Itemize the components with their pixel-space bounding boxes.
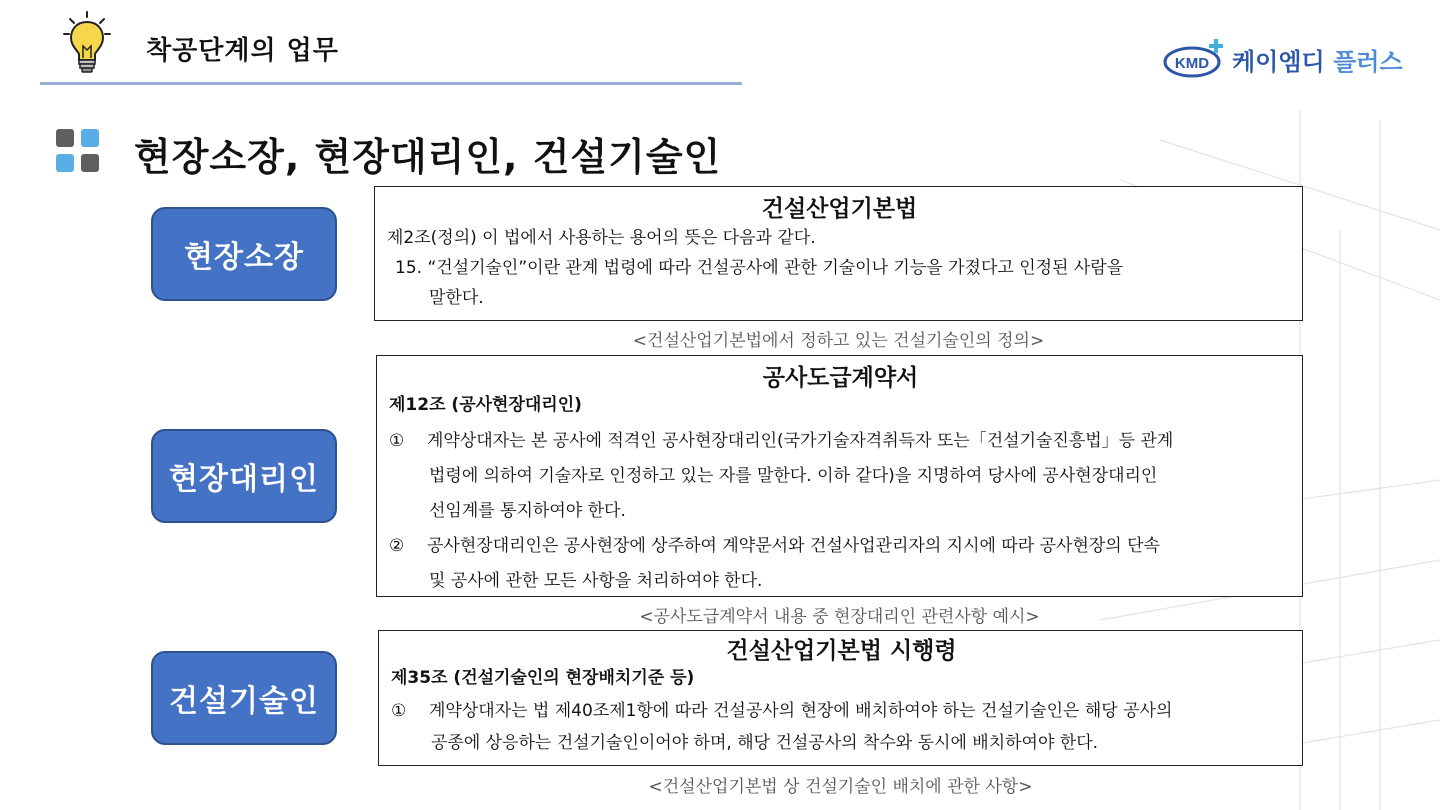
caption-enforcement-decree: <건설산업기본법 상 건설기술인 배치에 관한 사항> (648, 777, 1033, 797)
logo-name-light: 플러스 (1333, 48, 1403, 76)
box-title: 공사도급계약서 (762, 365, 919, 391)
clause-text: 공사현장대리인은 공사현장에 상주하여 계약문서와 건설사업관리자의 지시에 따라 공사현장의 단속 (427, 535, 1160, 556)
logo-mark-text: KMD (1174, 55, 1210, 72)
clause-2 (389, 529, 1292, 564)
clause-text: 계약상대자는 본 공사에 적격인 공사현장대리인(국가기술자격취득자 또는「건설기술진흥법」등 관계 (427, 430, 1174, 451)
article-clauses (391, 695, 1292, 759)
logo-name-bold: 케이엠디 (1232, 48, 1325, 76)
law-box-contract (376, 355, 1303, 597)
section-title: 현장소장, 현장대리인, 건설기술인 (134, 135, 722, 179)
role-site-manager: 현장소장 (151, 207, 337, 301)
box-title: 건설산업기본법 시행령 (726, 638, 957, 664)
header-divider (40, 82, 742, 85)
lightbulb-icon (62, 10, 112, 76)
article-clauses (389, 424, 1292, 599)
clause-1-cont: 법령에 의하여 기술자로 인정하고 있는 자를 말한다. 이하 같다)을 지명하여 당사에 공사현장대리인 (429, 465, 1158, 486)
kmd-logo-icon (1162, 36, 1228, 82)
clause-number: ① (389, 430, 405, 451)
clause-text: 계약상대자는 법 제40조제1항에 따라 건설공사의 현장에 배치하여야 하는 건설기술인은 해당 공사의 (429, 700, 1173, 721)
grid-icon (56, 129, 100, 173)
clause-1 (389, 424, 1292, 459)
clause-2-cont: 및 공사에 관한 모든 사항을 처리하여야 한다. (429, 570, 763, 591)
clause-number: ② (389, 535, 405, 556)
company-logo (1162, 36, 1412, 82)
logo-name (1232, 42, 1403, 77)
clause-1-cont: 선임계를 통지하여야 한다. (429, 500, 626, 521)
definition-item: 15. “건설기술인”이란 관계 법령에 따라 건설공사에 관한 기술이나 기능을 가졌다고 인정된 사람을 (395, 257, 1124, 278)
article-heading: 제35조 (건설기술인의 현장배치기준 등) (391, 668, 695, 689)
role-site-agent: 현장대리인 (151, 429, 337, 523)
caption-contract: <공사도급계약서 내용 중 현장대리인 관련사항 예시> (639, 607, 1040, 627)
box-title: 건설산업기본법 (761, 196, 918, 222)
article-heading: 제12조 (공사현장대리인) (389, 395, 582, 416)
clause-1-cont: 공종에 상응하는 건설기술인이어야 하며, 해당 건설공사의 착수와 동시에 배치하여야 한다. (431, 732, 1099, 753)
definition-item-cont: 말한다. (429, 287, 484, 308)
definition-line: 제2조(정의) 이 법에서 사용하는 용어의 뜻은 다음과 같다. (387, 228, 816, 249)
law-box-enforcement-decree (378, 630, 1303, 766)
clause-number: ① (391, 700, 407, 721)
caption-basic-act: <건설산업기본법에서 정하고 있는 건설기술인의 정의> (632, 331, 1045, 351)
law-box-basic-act (374, 186, 1303, 321)
header-title: 착공단계의 업무 (146, 36, 339, 66)
role-construction-engineer: 건설기술인 (151, 651, 337, 745)
clause-1 (391, 695, 1292, 727)
